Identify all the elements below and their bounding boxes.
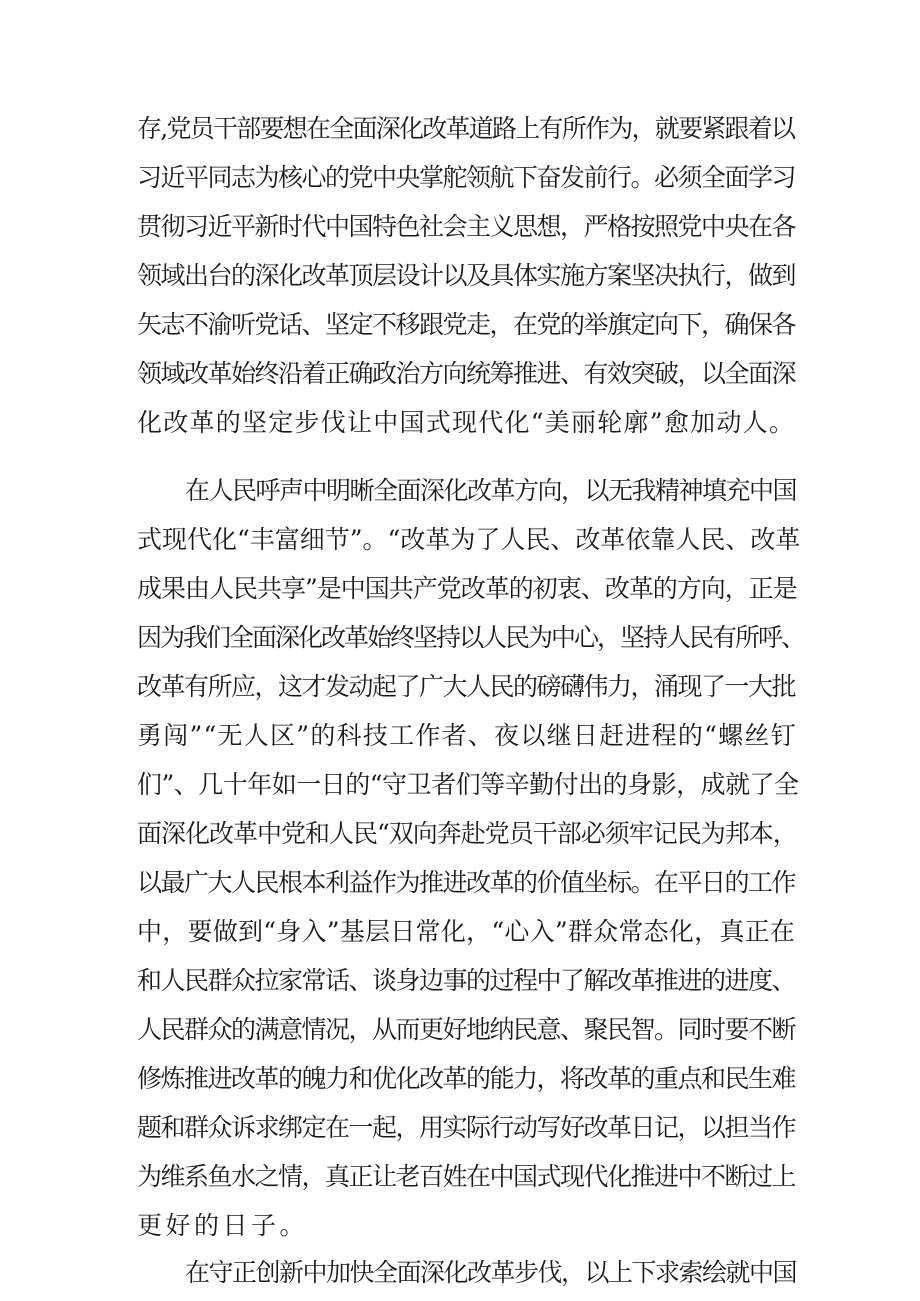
text-line: 中，要做到“身入”基层日常化，“心入”群众常态化，真正在 <box>137 917 796 946</box>
text-line: 成果由人民共享”是中国共产党改革的初衷、改革的方向，正是 <box>137 574 797 603</box>
text-line: 改革有所应，这才发动起了广大人民的磅礴伟力，涌现了一大批 <box>137 672 796 701</box>
text-line: 题和群众诉求绑定在一起，用实际行动写好改革日记，以担当作 <box>137 1113 796 1142</box>
text-line: 贯彻习近平新时代中国特色社会主义思想，严格按照党中央在各 <box>137 212 796 241</box>
text-line: 式现代化“丰富细节”。“改革为了人民、改革依靠人民、改革 <box>137 525 801 554</box>
text-line: 为维系鱼水之情，真正让老百姓在中国式现代化推进中不断过上 <box>137 1162 796 1191</box>
text-line: 以最广大人民根本利益作为推进改革的价值坐标。在平日的工作 <box>137 868 796 897</box>
text-line: 矢志不渝听党话、坚定不移跟党走，在党的举旗定向下，确保各 <box>137 310 796 339</box>
text-line: 面深化改革中党和人民“双向奔赴党员干部必须牢记民为邦本， <box>137 819 797 848</box>
text-line: 因为我们全面深化改革始终坚持以人民为中心，坚持人民有所呼、 <box>137 623 805 652</box>
paragraph-first-line: 在人民呼声中明晰全面深化改革方向，以无我精神填充中国 <box>185 476 797 505</box>
text-line: 更好的日子。 <box>137 1211 309 1240</box>
text-line: 们”、几十年如一日的“守卫者们等辛勤付出的身影，成就了全 <box>137 770 799 799</box>
text-line: 勇闯”“无人区”的科技工作者、夜以继日赶进程的“螺丝钉 <box>137 721 797 750</box>
text-line: 习近平同志为核心的党中央掌舵领航下奋发前行。必须全面学习 <box>137 163 796 192</box>
text-line: 领域改革始终沿着正确政治方向统筹推进、有效突破，以全面深 <box>137 359 796 388</box>
text-line: 修炼推进改革的魄力和优化改革的能力，将改革的重点和民生难 <box>137 1064 796 1093</box>
text-line: 存,党员干部要想在全面深化改革道路上有所作为，就要紧跟着以 <box>137 114 795 143</box>
text-line: 领域出台的深化改革顶层设计以及具体实施方案坚决执行，做到 <box>137 261 796 290</box>
text-line: 和人民群众拉家常话、谈身边事的过程中了解改革推进的进度、 <box>137 966 796 995</box>
text-line: 化改革的坚定步伐让中国式现代化“美丽轮廓”愈加动人。 <box>137 408 796 437</box>
text-line: 人民群众的满意情况，从而更好地纳民意、聚民智。同时要不断 <box>137 1015 796 1044</box>
paragraph-first-line: 在守正创新中加快全面深化改革步伐，以上下求索绘就中国 <box>185 1258 797 1287</box>
